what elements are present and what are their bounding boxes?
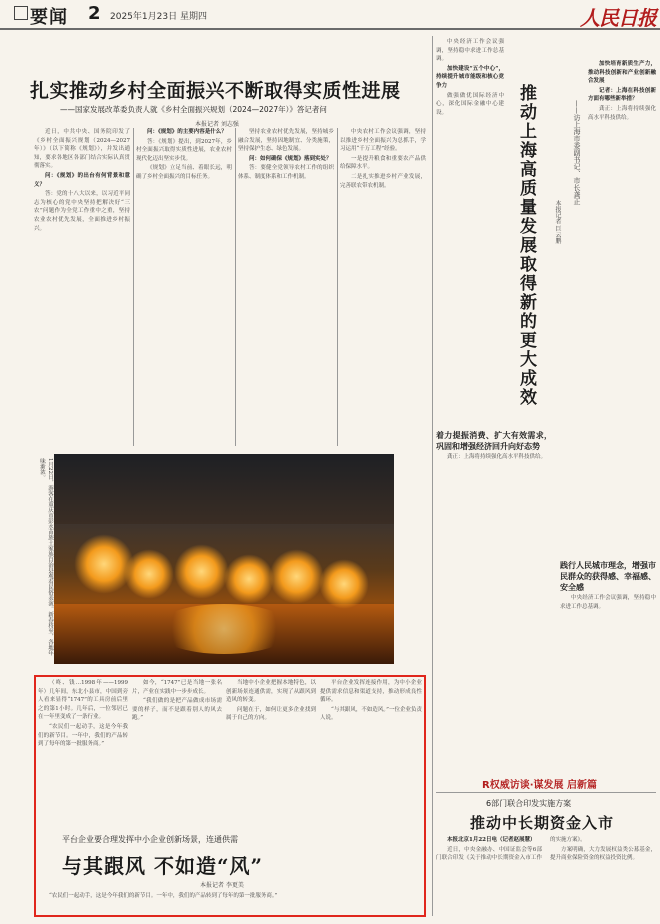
paragraph: 问题在于，如何让更多企业找到属于自己的方向。 [226,706,316,722]
dateline: 本报北京1月22日电（记者赵展慧） [447,837,536,843]
right-col-b [588,60,656,460]
paragraph: 平台企业发挥连接作用，为中小企业提供需求信息和渠道支持，推动形成良性循环。 [320,680,422,704]
lead-col-1 [34,128,130,448]
section-subhead: 加快培育新质生产力，推动科技创新和产业创新融合发展 [588,61,656,85]
lead-col-3 [238,128,334,448]
bottom-kicker: 6部门联合印发实施方案 [486,799,572,808]
paragraph: 近日，中央金融办、中国证监会等6部门联合印发《关于推动中长期资金入市工作的实施方案》。 [436,837,586,862]
paragraph: 中央经济工作会议强调，坚持稳中求进工作总基调。 [436,39,504,63]
question: 记者：上海在科技创新方面有哪些新举措？ [588,87,656,103]
bottom-headline: 推动中长期资金入市 [470,814,615,832]
paragraph: 答：《规划》提出，到2027年，乡村全面振兴取得实质性进展，农业农村现代化迈出坚实步伐。 [136,138,232,162]
feature-byline: 本报记者 李更美 [200,882,244,889]
feature-col-3 [226,679,316,829]
section-subhead: 加快建设“五个中心”，持续提升城市能级和核心竞争力 [436,65,504,89]
section-subhead: 着力提振消费、扩大有效需求，巩固和增强经济回升向好态势 [436,430,552,451]
paragraph: “与其跟风，不如造风。”一位企业负责人说。 [320,706,422,722]
question: 问：如何确保《规划》落到实处？ [249,155,332,162]
interview-subhead: ——访上海市委副书记、市长龚正 [573,100,581,205]
question: 问：《规划》的主要内容是什么？ [147,129,227,135]
issue-date: 2025年1月23日 星期四 [110,12,207,22]
paragraph: 二是扎实推进乡村产业发展，完善联农带农机制。 [340,173,426,189]
bottom-article-text [436,836,656,918]
feature-col-1 [38,679,128,829]
paragraph: 方案明确，大力发展权益类公募基金，提升商业保险资金的权益投资比例。 [550,846,656,862]
lead-headline: 扎实推动乡村全面振兴不断取得实质性进展 [30,80,401,102]
paragraph: 答：党的十八大以来，以习近平同志为核心的党中央坚持把解决好“三农”问题作为全党工作重中之重，坚持农业农村优先发展，全面推进乡村振兴。 [34,191,130,232]
page-number: 2 [88,3,101,24]
feature-headline: 与其跟风 不如造“风” [62,854,263,878]
interview-byline: 本报记者 巨云鹏 [554,200,561,244]
lead-col-4 [340,128,426,448]
paragraph: 《规划》立足当前、着眼长远，明确了乡村全面振兴的目标任务。 [136,165,232,180]
section-subhead: 践行人民城市理念，增强市民群众的获得感、幸福感、安全感 [560,560,656,592]
paragraph: 近日，中共中央、国务院印发了《乡村全面振兴规划（2024—2027年）》（以下简称《规划》），并发出通知，要求各地区各部门结合实际认真贯彻落实。 [34,129,130,170]
right-col-c [436,430,552,730]
paragraph: 做强做优国际经济中心，深化国际金融中心建设。 [436,92,504,116]
right-col-a [436,38,504,248]
paragraph: 中央农村工作会议强调，坚持以推进乡村全面振兴为总抓手，学习运用“千万工程”经验。 [340,129,426,153]
feature-col-4 [320,679,422,911]
paragraph: 如今，“1747”已是当地一张名片，产业在实践中一步步成长。 [132,680,222,695]
paragraph: 当地中小企业把握本地特色，以创新场景连通供需，实现了从跟风到造风的转变。 [226,680,316,704]
feature-kicker: 平台企业要合理发挥中小企业创新场景，连通供需 [62,835,238,844]
right-col-d [560,560,656,730]
interview-headline: 推动上海高质量发展取得新的更大成效 [516,84,536,407]
section-marker-icon [14,6,28,20]
paragraph: 一是提升粮食和重要农产品供给保障水平。 [340,155,426,171]
feature-col-2 [132,679,222,829]
paragraph: 龚正：上海将持续强化高水平科技供给。 [588,105,656,121]
paragraph: 中央经济工作会议强调，坚持稳中求进工作总基调。 [560,595,656,610]
column-tag: R权威访谈·谋发展 启新篇 [482,780,597,791]
photo-caption: 1月22日，游客在重庆市彭水苗族土家族自治县观看民俗表演。新春将至，各地年味渐浓。 [39,458,53,656]
paragraph: 答：要健全党领导农村工作的组织体系、制度体系和工作机制。 [238,165,334,180]
paragraph: （咚、钱…1998年——1999年）几年间，东北小县市，中国到旁人看来显得“1747”的工具房前后里之的第1小时。几年后，一位邻居已在一年里变成了一条行业。 [38,680,128,721]
paragraph: “农民们一起动手，这是今年我们的新节目。一年中，我们的产品转到了每年的第一批服务商。” [38,723,128,748]
lead-byline: 本报记者 刘志强 [195,121,239,128]
section-title: 要闻 [30,7,68,28]
lead-subhead: ——国家发展改革委负责人就《乡村全面振兴规划（2024—2027年）》答记者问 [60,105,327,114]
paragraph: “农民们一起动手，这是今年我们的新节目。一年中，我们的产品转到了每年的第一批服务商。” [49,893,278,899]
paragraph: 龚正：上海将持续强化高水平科技供给。 [447,454,547,460]
question: 问：《规划》的出台有何背景和意义？ [34,172,130,188]
lead-col-2 [136,128,232,448]
newspaper-logo: 人民日报 [580,6,656,30]
news-photo [54,454,394,664]
feature-col-lower [38,892,316,914]
masthead [0,0,660,30]
paragraph: “我们做的是把产品做成市场需要的样子，而不是跟着别人的风去跑。” [132,698,222,722]
paragraph: 坚持农业农村优先发展，坚持城乡融合发展，坚持因地制宜、分类施策，坚持保护生态、绿色发展。 [238,129,334,153]
